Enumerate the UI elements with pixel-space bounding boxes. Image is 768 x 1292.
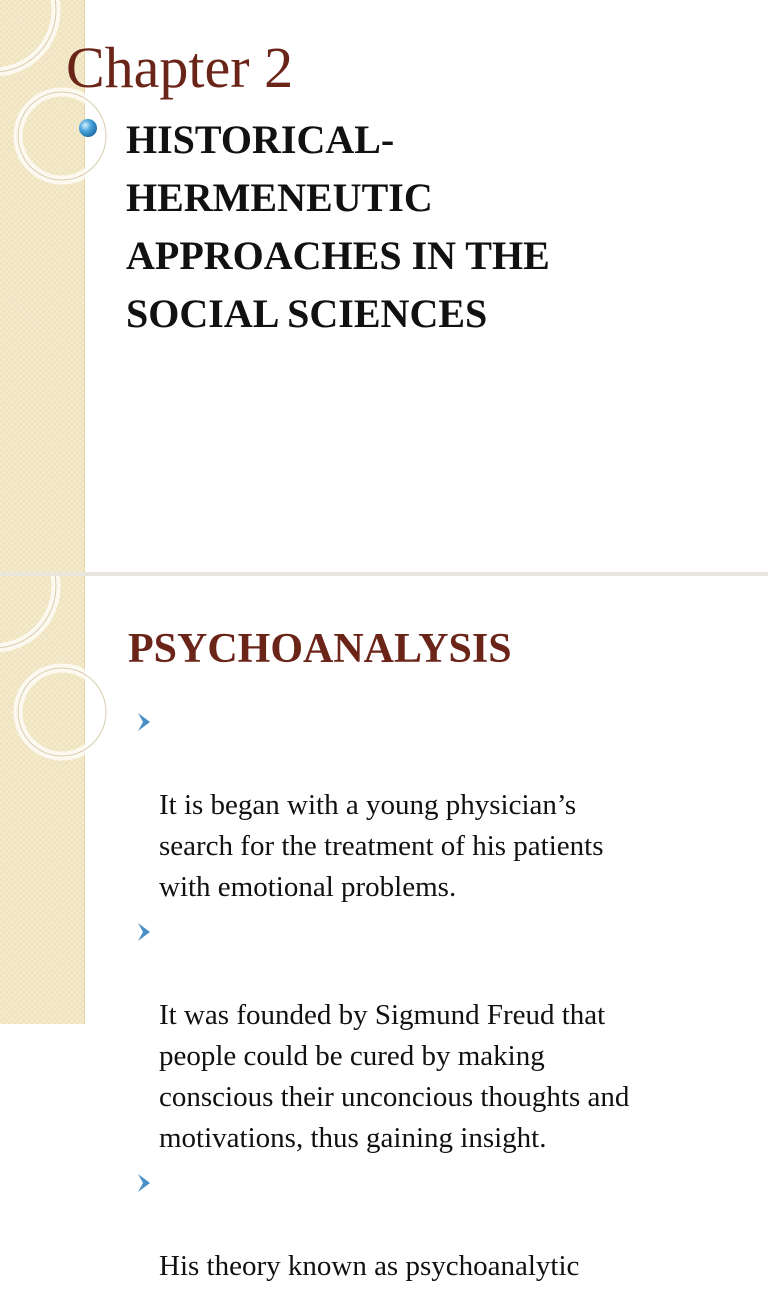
section-heading: PSYCHOANALYSIS — [128, 626, 512, 672]
list-item — [134, 1164, 744, 1287]
arrow-bullet-icon — [136, 711, 152, 733]
slide-title: Chapter 2 — [66, 35, 294, 100]
bullet-text: It is began with a young physician’s search for the treatment of his patients with emotional problems. — [159, 789, 604, 903]
circle-decoration-icon — [0, 576, 140, 1024]
bullet-text: It was founded by Sigmund Freud that people could be cured by making conscious their unconcious thoughts and motivations, thus gaining insight. — [159, 999, 630, 1154]
arrow-bullet-icon — [136, 1172, 152, 1194]
bullet-list — [134, 703, 744, 1292]
bullet-text: His theory known as psychoanalytic — [159, 1250, 580, 1282]
slide-1 — [0, 0, 768, 572]
slide-subtitle: HISTORICAL- HERMENEUTIC APPROACHES IN THE SOCIAL SCIENCES — [126, 117, 550, 336]
list-item — [134, 913, 744, 1159]
arrow-bullet-icon — [136, 921, 152, 943]
blue-sphere-icon — [78, 118, 98, 138]
list-item — [134, 703, 744, 908]
